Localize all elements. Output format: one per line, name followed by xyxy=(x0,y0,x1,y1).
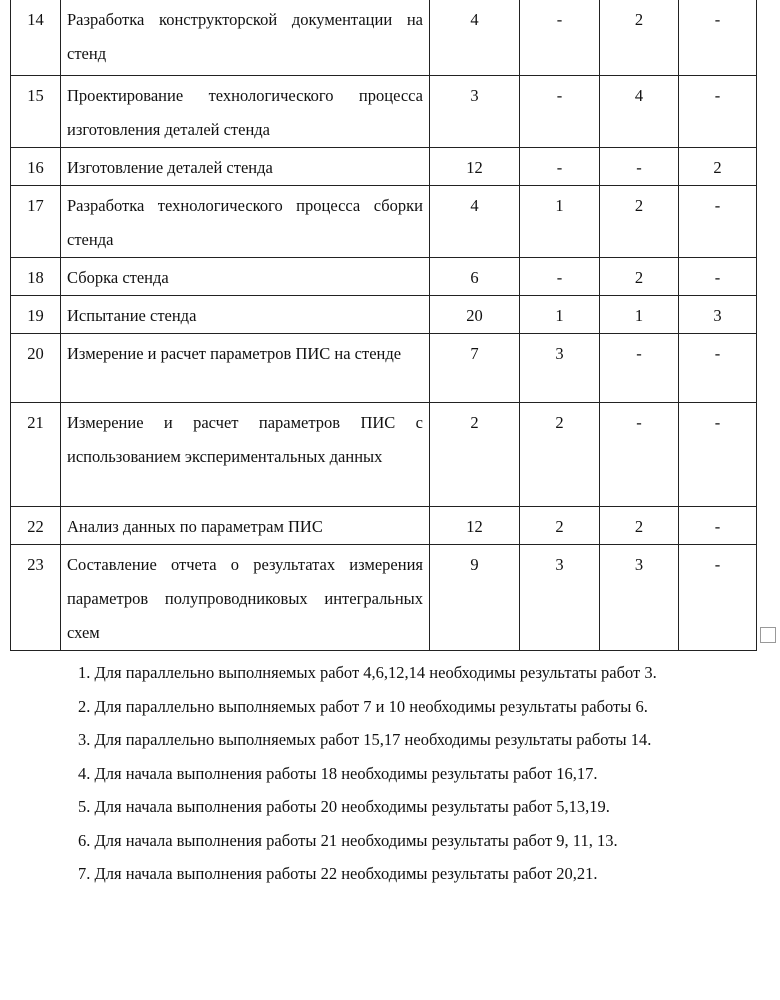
value-col-1: 4 xyxy=(430,0,520,76)
value-col-1: 6 xyxy=(430,258,520,296)
value-col-1: 4 xyxy=(430,186,520,258)
value-col-3: 1 xyxy=(600,296,679,334)
table-row xyxy=(11,403,757,507)
value-col-2: - xyxy=(520,258,600,296)
note-item: 2. Для параллельно выполняемых работ 7 и 10 необходимы результаты работы 6. xyxy=(78,696,648,716)
value-col-3: - xyxy=(600,403,679,507)
value-col-2: - xyxy=(520,148,600,186)
row-number: 20 xyxy=(11,334,61,403)
row-number: 17 xyxy=(11,186,61,258)
work-name: Измерение и расчет параметров ПИС с использованием экспериментальных данных xyxy=(61,403,430,507)
work-name: Изготовление деталей стенда xyxy=(61,148,430,186)
paragraph-marker xyxy=(760,627,776,643)
work-schedule-table xyxy=(10,0,757,651)
value-col-3: 2 xyxy=(600,186,679,258)
value-col-1: 2 xyxy=(430,403,520,507)
note-item: 4. Для начала выполнения работы 18 необходимы результаты работ 16,17. xyxy=(78,763,598,783)
value-col-2: - xyxy=(520,76,600,148)
value-col-4: - xyxy=(679,545,757,651)
note-item: 1. Для параллельно выполняемых работ 4,6,12,14 необходимы результаты работ 3. xyxy=(78,663,657,682)
value-col-3: 2 xyxy=(600,507,679,545)
value-col-4: - xyxy=(679,0,757,76)
value-col-4: - xyxy=(679,507,757,545)
value-col-4: 3 xyxy=(679,296,757,334)
work-name: Измерение и расчет параметров ПИС на стенде xyxy=(61,334,430,403)
work-name: Проектирование технологического процесса изготовления деталей стенда xyxy=(61,76,430,148)
value-col-2: 1 xyxy=(520,186,600,258)
work-name: Сборка стенда xyxy=(61,258,430,296)
table-row xyxy=(11,258,757,296)
table-row xyxy=(11,0,757,76)
value-col-4: 2 xyxy=(679,148,757,186)
value-col-1: 12 xyxy=(430,148,520,186)
row-number: 14 xyxy=(11,0,61,76)
row-number: 19 xyxy=(11,296,61,334)
note-item: 3. Для параллельно выполняемых работ 15,17 необходимы результаты работы 14. xyxy=(78,730,652,749)
table-row xyxy=(11,148,757,186)
value-col-4: - xyxy=(679,403,757,507)
value-col-3: - xyxy=(600,334,679,403)
work-name: Разработка конструкторской документации на стенд xyxy=(61,0,430,76)
value-col-2: - xyxy=(520,0,600,76)
value-col-2: 3 xyxy=(520,545,600,651)
row-number: 16 xyxy=(11,148,61,186)
value-col-4: - xyxy=(679,76,757,148)
table-row xyxy=(11,76,757,148)
value-col-3: 3 xyxy=(600,545,679,651)
value-col-2: 2 xyxy=(520,507,600,545)
work-name: Составление отчета о результатах измерения параметров полупроводниковых интегральных схем xyxy=(61,545,430,651)
value-col-4: - xyxy=(679,258,757,296)
note-item: 7. Для начала выполнения работы 22 необходимы результаты работ 20,21. xyxy=(78,864,598,883)
work-name: Разработка технологического процесса сборки стенда xyxy=(61,186,430,258)
table-row xyxy=(11,296,757,334)
value-col-4: - xyxy=(679,334,757,403)
row-number: 21 xyxy=(11,403,61,507)
value-col-1: 9 xyxy=(430,545,520,651)
work-name: Анализ данных по параметрам ПИС xyxy=(61,507,430,545)
value-col-1: 12 xyxy=(430,507,520,545)
note-item: 5. Для начала выполнения работы 20 необходимы результаты работ 5,13,19. xyxy=(78,797,610,816)
row-number: 22 xyxy=(11,507,61,545)
value-col-1: 3 xyxy=(430,76,520,148)
table-row xyxy=(11,334,757,403)
value-col-2: 3 xyxy=(520,334,600,403)
value-col-1: 20 xyxy=(430,296,520,334)
value-col-3: 4 xyxy=(600,76,679,148)
value-col-4: - xyxy=(679,186,757,258)
value-col-2: 2 xyxy=(520,403,600,507)
value-col-3: - xyxy=(600,148,679,186)
value-col-3: 2 xyxy=(600,0,679,76)
table-row xyxy=(11,545,757,651)
table-row xyxy=(11,186,757,258)
row-number: 15 xyxy=(11,76,61,148)
table-row xyxy=(11,507,757,545)
value-col-2: 1 xyxy=(520,296,600,334)
row-number: 18 xyxy=(11,258,61,296)
notes-list xyxy=(78,656,738,891)
work-name: Испытание стенда xyxy=(61,296,430,334)
value-col-3: 2 xyxy=(600,258,679,296)
row-number: 23 xyxy=(11,545,61,651)
note-item: 6. Для начала выполнения работы 21 необходимы результаты работ 9, 11, 13. xyxy=(78,830,618,850)
value-col-1: 7 xyxy=(430,334,520,403)
